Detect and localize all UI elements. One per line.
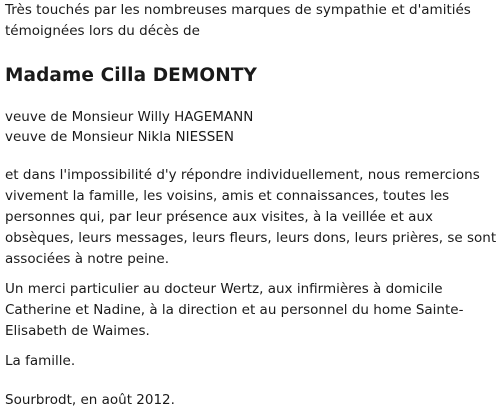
deceased-name: Madame Cilla DEMONTY [5, 65, 258, 86]
widow-line-1: veuve de Monsieur Willy HAGEMANN [5, 109, 254, 125]
place-date: Sourbrodt, en août 2012. [5, 392, 175, 408]
widow-lines [5, 107, 497, 147]
thanks-paragraph: et dans l'impossibilité d'y répondre individuellement, nous remercions vivement la famille, les voisins, amis et connaissances, toutes les personnes qui, par leur présence aux visites, à la veillée et aux obsèques, leurs messages, leurs fleurs, leurs dons, leurs prières, se sont associées à notre peine. [5, 167, 497, 267]
condolence-notice [5, 0, 497, 411]
intro-text: Très touchés par les nombreuses marques de sympathie et d'amitiés témoignées lors du décès de [5, 2, 471, 39]
signature: La famille. [5, 353, 76, 369]
widow-line-2: veuve de Monsieur Nikla NIESSEN [5, 129, 234, 145]
special-thanks-paragraph: Un merci particulier au docteur Wertz, aux infirmières à domicile Catherine et Nadine, à la direction et au personnel du home Sainte-Elisabeth de Waimes. [5, 281, 464, 339]
